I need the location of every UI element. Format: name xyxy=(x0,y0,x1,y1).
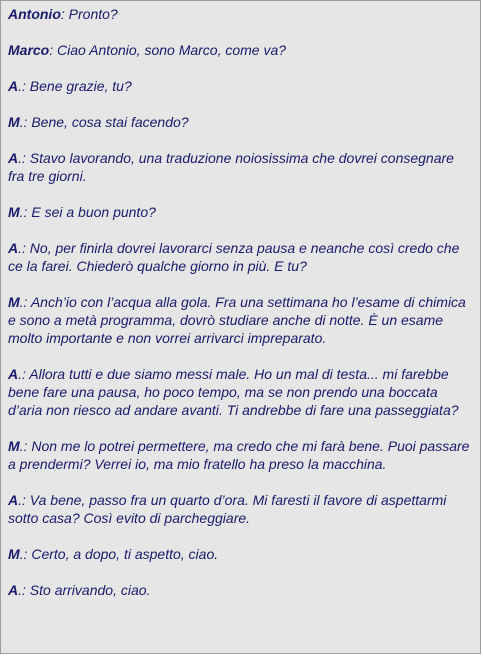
speaker-name: A xyxy=(8,240,19,256)
speaker-name: M xyxy=(8,546,20,562)
speaker-name: A xyxy=(8,78,19,94)
line-text: Stavo lavorando, una traduzione noiosissima che dovrei consegnare fra tre giorni. xyxy=(8,150,454,184)
dialogue-line xyxy=(8,239,474,275)
line-text: No, per finirla dovrei lavorarci senza pausa e neanche così credo che ce la farei. Chiederò qualche giorno in più. E tu? xyxy=(8,240,460,274)
speaker-name: M xyxy=(8,204,20,220)
dialogue-line xyxy=(8,149,474,185)
line-text: Va bene, passo fra un quarto d’ora. Mi faresti il favore di aspettarmi sotto casa? Così evito di parcheggiare. xyxy=(8,492,447,526)
speaker-separator: .: xyxy=(19,294,28,310)
speaker-separator: .: xyxy=(18,366,26,382)
speaker-separator: .: xyxy=(19,438,28,454)
line-text: Bene, cosa stai facendo? xyxy=(27,114,189,130)
speaker-name: Marco xyxy=(8,42,50,58)
dialogue-line xyxy=(8,77,474,95)
dialogue-line xyxy=(8,113,474,131)
speaker-name: A xyxy=(8,492,19,508)
dialogue-line xyxy=(8,437,474,473)
line-text: Ciao Antonio, sono Marco, come va? xyxy=(53,42,287,58)
dialogue-line xyxy=(8,545,474,563)
speaker-name: M xyxy=(8,294,20,310)
dialogue-line xyxy=(8,5,474,23)
dialogue-line xyxy=(8,491,474,527)
speaker-separator: .: xyxy=(19,114,28,130)
speaker-separator: : xyxy=(49,42,54,58)
speaker-name: A xyxy=(8,150,19,166)
speaker-separator: .: xyxy=(18,240,26,256)
speaker-name: M xyxy=(8,438,20,454)
dialogue-line xyxy=(8,41,474,59)
speaker-name: Antonio xyxy=(8,6,61,22)
line-text: Certo, a dopo, ti aspetto, ciao. xyxy=(27,546,219,562)
line-text: Sto arrivando, ciao. xyxy=(25,582,151,598)
dialogue-line xyxy=(8,581,474,599)
dialogue-line xyxy=(8,293,474,347)
line-text: Anch’io con l’acqua alla gola. Fra una settimana ho l’esame di chimica e sono a metà programma, dovrò studiare anche di notte. È un esame molto importante e non vorrei arrivarci impreparato. xyxy=(8,294,466,346)
speaker-name: A xyxy=(8,366,19,382)
speaker-separator: .: xyxy=(18,150,26,166)
speaker-separator: : xyxy=(60,6,65,22)
line-text: Pronto? xyxy=(64,6,118,22)
line-text: E sei a buon punto? xyxy=(27,204,156,220)
dialogue-text xyxy=(8,5,474,617)
dialogue-line xyxy=(8,365,474,419)
dialogue-line xyxy=(8,203,474,221)
speaker-name: M xyxy=(8,114,20,130)
line-text: Allora tutti e due siamo messi male. Ho un mal di testa... mi farebbe bene fare una pausa, ho poco tempo, ma se non prendo una boccata d’aria non riesco ad andare avanti. Ti andrebbe di fare una passeggiata? xyxy=(8,366,459,418)
speaker-separator: .: xyxy=(18,582,26,598)
speaker-separator: .: xyxy=(19,546,28,562)
speaker-separator: .: xyxy=(18,78,26,94)
line-text: Bene grazie, tu? xyxy=(25,78,132,94)
speaker-name: A xyxy=(8,582,19,598)
speaker-separator: .: xyxy=(18,492,26,508)
line-text: Non me lo potrei permettere, ma credo che mi farà bene. Puoi passare a prendermi? Verrei io, ma mio fratello ha preso la macchina. xyxy=(8,438,470,472)
speaker-separator: .: xyxy=(19,204,28,220)
